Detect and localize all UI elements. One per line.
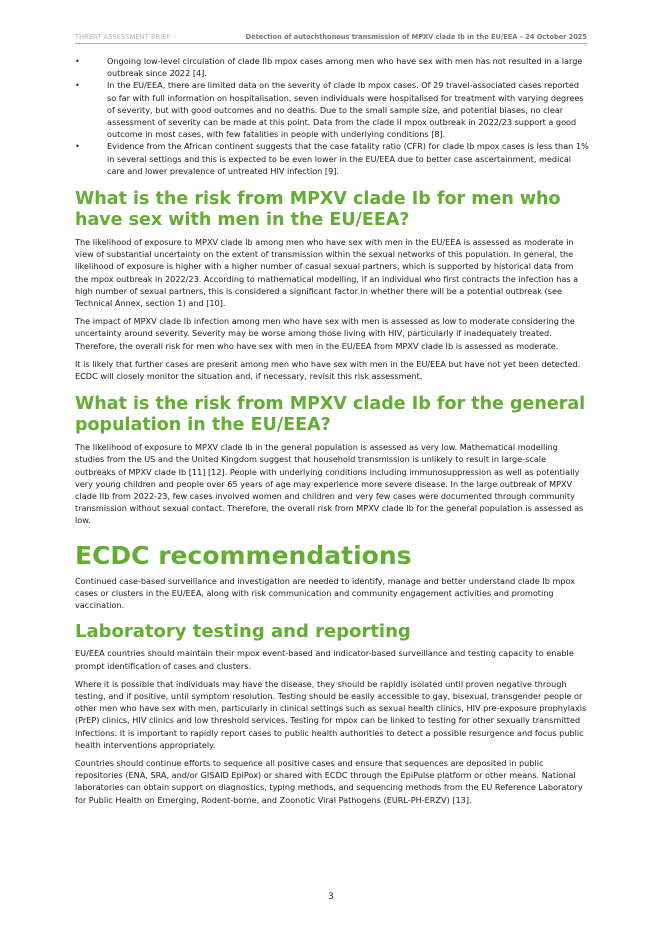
section-heading-general-population: What is the risk from MPXV clade Ib for the general population in the EU/EEA? [75, 394, 586, 436]
bullet-text: Ongoing low-level circulation of clade IIb mpox cases among men who have sex with men has not resulted in a large outbreak since 2022 [4]. [107, 56, 583, 79]
paragraph: The impact of MPXV clade Ib infection among men who have sex with men is assessed as low to moderate considering the uncertainty around severity. Severity may be worse among those living with HIV, particularly if inadequately treated. Therefore, the overall risk for men who have sex with men in the EU/EEA from MPXV clade Ib is assessed as moderate. [75, 316, 575, 351]
subsection-heading-lab: Laboratory testing and reporting [75, 621, 411, 643]
bullet-icon: • [75, 80, 80, 91]
paragraph: Countries should continue efforts to sequence all positive cases and ensure that sequences are deposited in public repositories (ENA, SRA, and/or GISAID EpiPox) or shared with ECDC through the EpiPulse platform or other means. National laboratories can obtain support on diagnostics, typing methods, and sequencing methods from the EU Reference Laboratory for Public Health on Emerging, Rodent-borne, and Zoonotic Viral Pathogens (EURL-PH-ERZV) [13]. [75, 757, 583, 805]
bullet-icon: • [75, 141, 80, 152]
list-item [75, 140, 589, 177]
header-series: THREAT ASSESSMENT BRIEF [75, 33, 171, 41]
page-number: 3 [328, 892, 334, 902]
section-heading-msm: What is the risk from MPXV clade Ib for men who have sex with men in the EU/EEA? [75, 189, 561, 231]
bullet-text: In the EU/EEA, there are limited data on the severity of clade Ib mpox cases. Of 29 travel-associated cases reported so far with full information on hospitalisation, seven individuals were hospitalised for treatment with varying degrees of severity, but with good outcomes and no deaths. Due to the small sample size, and potential biases, no clear assessment of severity can be made at this point. Data from the clade II mpox outbreak in 2022/23 support a good outcome in most cases, with few fatalities in people with underlying conditions [8]. [107, 80, 584, 140]
list-item [75, 55, 589, 79]
running-header [75, 29, 587, 44]
paragraph: EU/EEA countries should maintain their mpox event-based and indicator-based surveillance and testing capacity to enable prompt identification of cases and clusters. [75, 648, 574, 671]
bullet-list [75, 55, 589, 177]
paragraph: The likelihood of exposure to MPXV clade Ib among men who have sex with men in the EU/EEA is assessed as moderate in view of substantial uncertainty on the extent of transmission within the sexual networks of this population. In general, the likelihood of exposure is higher with a higher number of casual sexual partners, which is supported by historical data from the mpox outbreak in 2022/23. According to mathematical modelling, if an individual who first contracts the infection has a high number of sexual partners, this is considered a significant factor in whether there will be a potential outbreak (see Technical Annex, section 1) and [10]. [75, 237, 579, 309]
paragraph: Continued case-based surveillance and investigation are needed to identify, manage and better understand clade Ib mpox cases or clusters in the EU/EEA, along with risk communication and community engagement activities and promoting vaccination. [75, 575, 576, 611]
header-title: Detection of autochthonous transmission of MPXV clade Ib in the EU/EEA – 24 October 2025 [245, 33, 587, 41]
page-content [75, 55, 589, 812]
bullet-text: Evidence from the African continent suggests that the case fatality ratio (CFR) for clade Ib mpox cases is less than 1% in several settings and this is expected to be even lower in the EU/EEA due to better case ascertainment, medical care and lower prevalence of untreated HIV infection [9]. [107, 141, 589, 176]
section-heading-recommendations: ECDC recommendations [75, 540, 412, 570]
paragraph: Where it is possible that individuals may have the disease, they should be rapidly isolated until proven negative through testing, and if positive, until symptom resolution. Testing should be easily accessible to gay, bisexual, transgender people or other men who have sex with men, particularly in clinical settings such as sexual health clinics, HIV pre-exposure prophylaxis (PrEP) clinics, HIV clinics and low threshold services. Testing for mpox can be linked to testing for other sexually transmitted infections. It is important to rapidly report cases to public health authorities to detect a possible resurgence and focus public health interventions appropriately. [75, 678, 587, 750]
list-item [75, 79, 589, 140]
bullet-icon: • [75, 56, 80, 66]
paragraph: It is likely that further cases are present among men who have sex with men in the EU/EEA but have not yet been detected. ECDC will closely monitor the situation and, if necessary, revisit this risk assessment. [75, 358, 581, 382]
paragraph: The likelihood of exposure to MPXV clade Ib in the general population is assessed as very low. Mathematical modelling studies from the US and the United Kingdom suggest that household transmission is unlikely to result in large-scale outbreaks of MPXV clade Ib [11] [12]. People with underlying conditions including immunosuppression as well as potentially very young children and people over 65 years of age may experience more severe disease. In the large outbreak of MPXV clade IIb from 2022-23, few cases involved women and children and very few cases were documented through community transmission without sexual contact. Therefore, the overall risk from MPXV clade Ib for the general population is assessed as low. [75, 442, 584, 526]
